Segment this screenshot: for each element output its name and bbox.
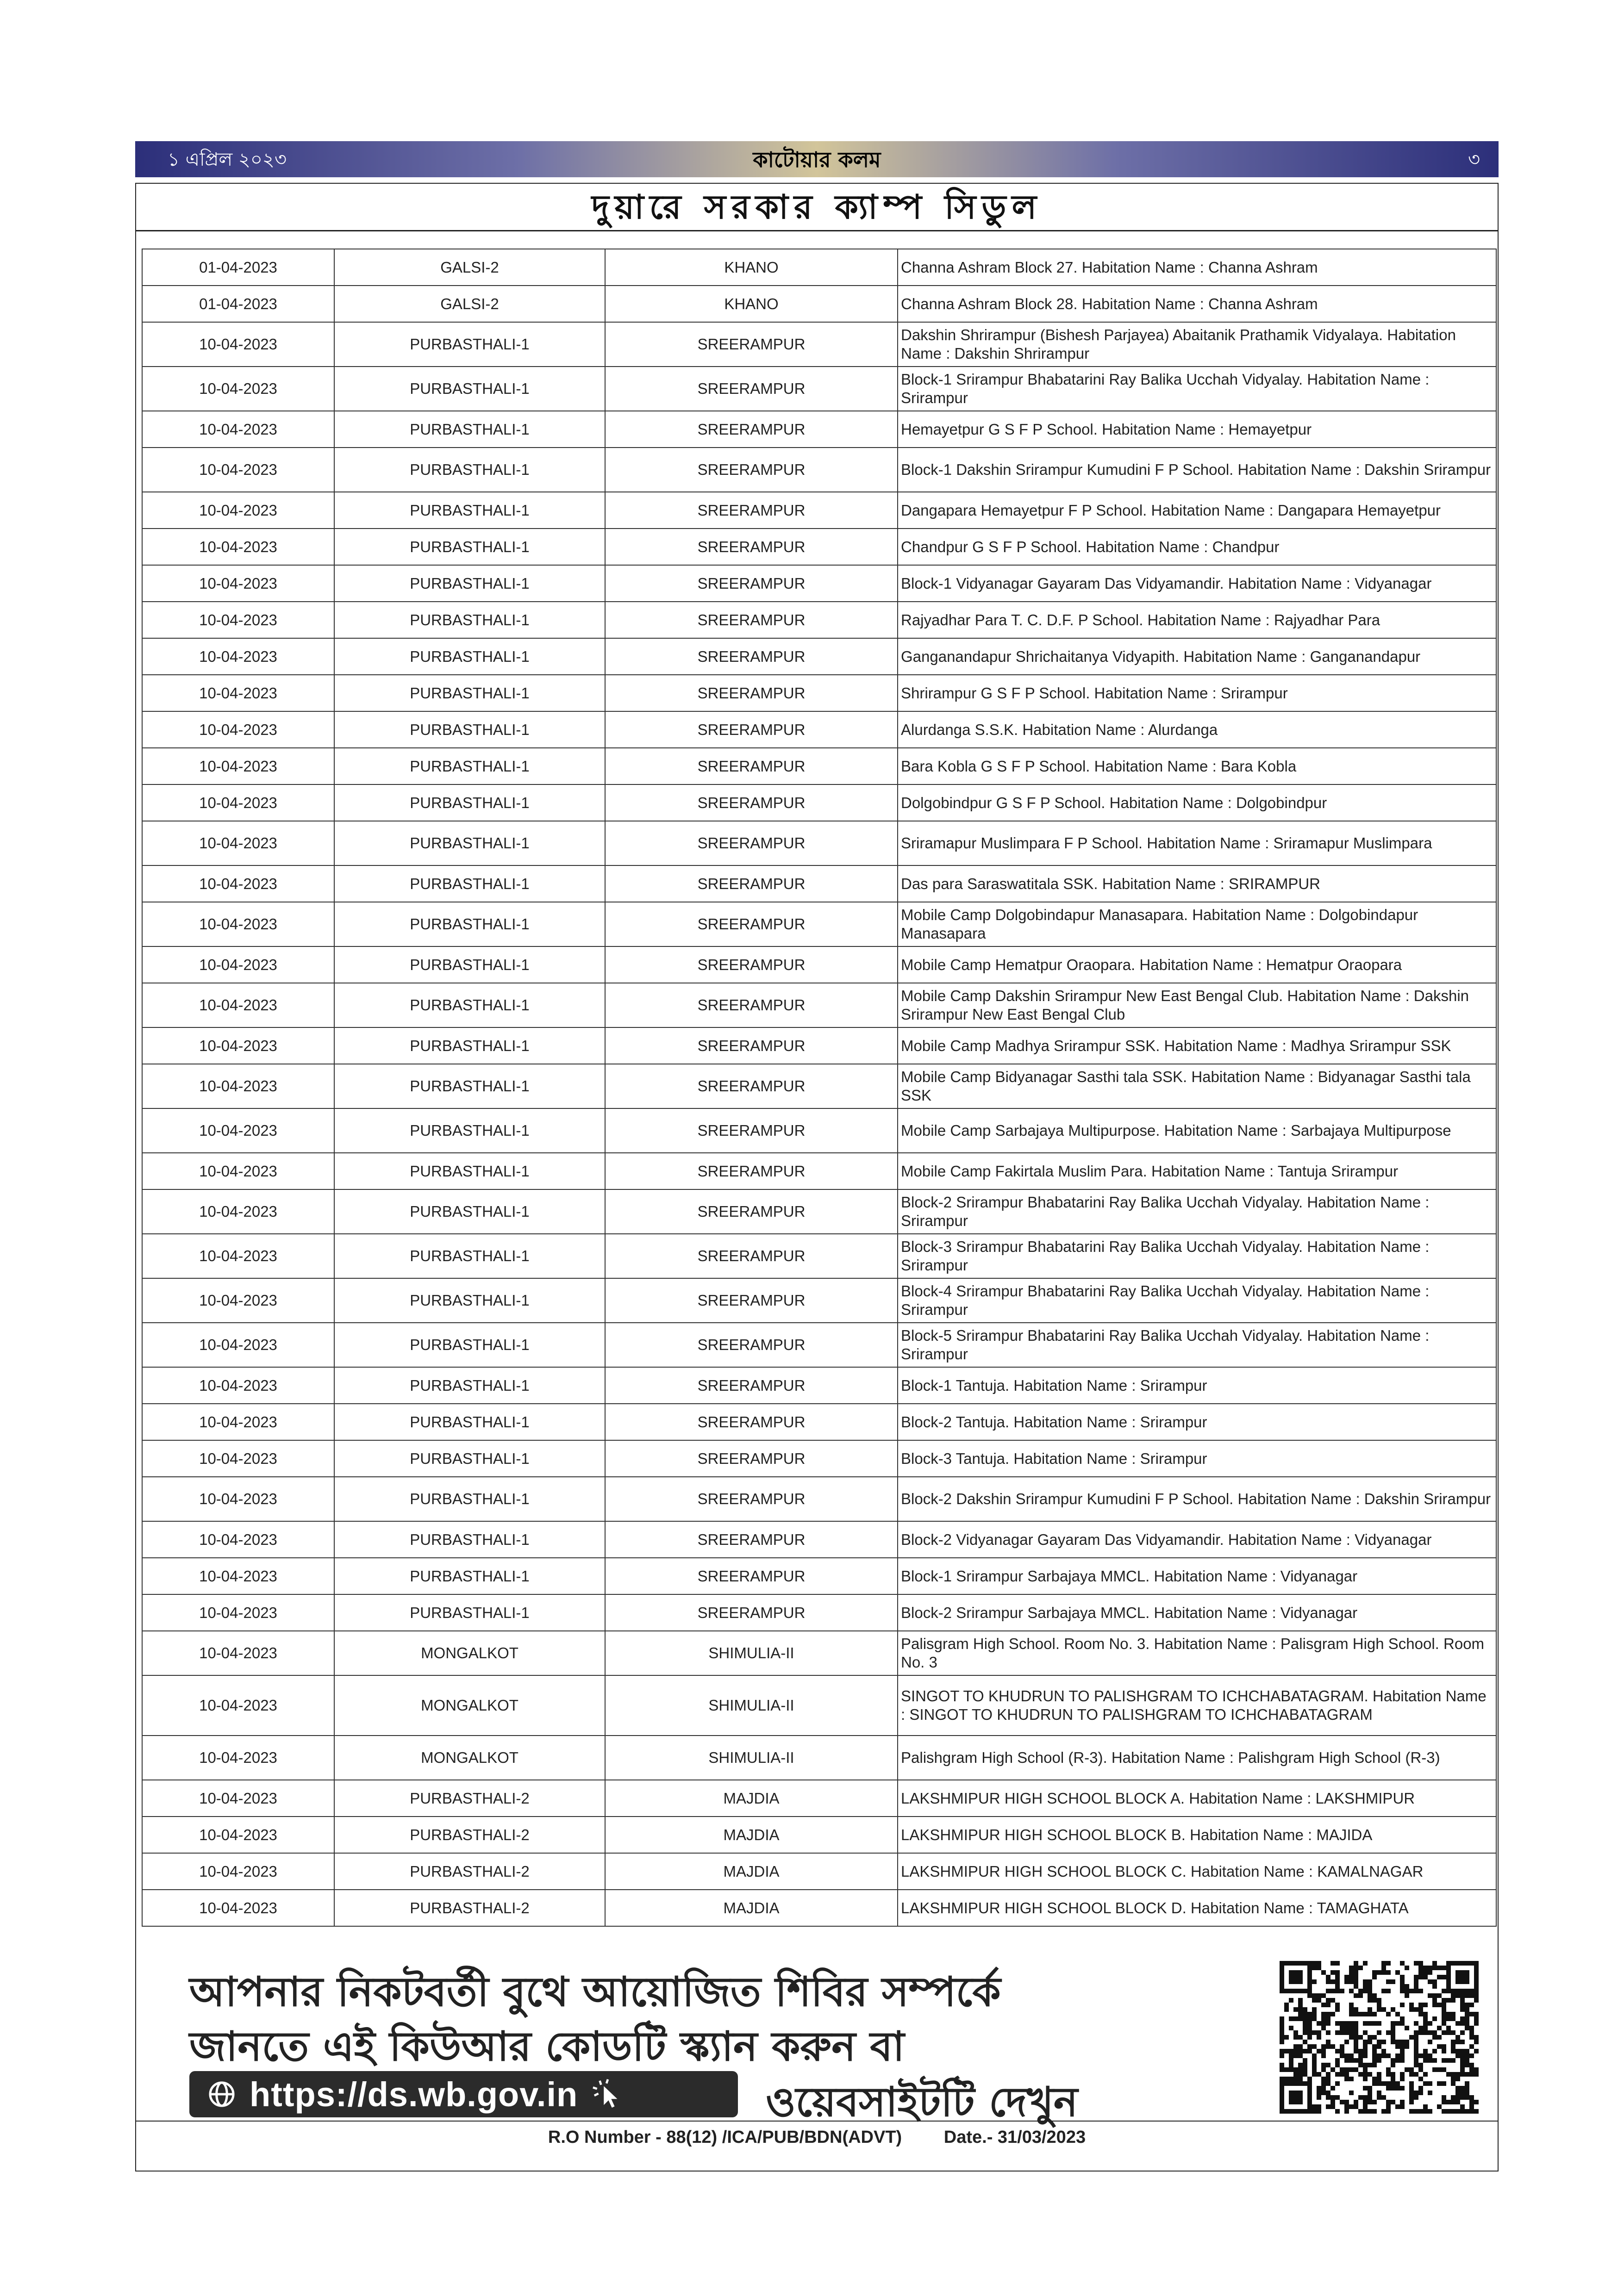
block-name: PURBASTHALI-1 [334,1190,605,1233]
gp-name: SREERAMPUR [605,602,897,638]
camp-venue: Block-4 Srirampur Bhabatarini Ray Balika Ucchah Vidyalay. Habitation Name : Srirampur [897,1279,1497,1322]
table-row [142,1558,1497,1595]
table-row [142,1676,1497,1736]
gp-name: SREERAMPUR [605,675,897,711]
table-row [142,249,1497,286]
camp-date: 10-04-2023 [142,1477,334,1521]
globe-icon [208,2080,236,2108]
camp-date: 10-04-2023 [142,1441,334,1476]
camp-date: 10-04-2023 [142,1153,334,1189]
table-row [142,947,1497,983]
block-name: PURBASTHALI-1 [334,492,605,528]
camp-venue: Block-1 Srirampur Bhabatarini Ray Balika Ucchah Vidyalay. Habitation Name : Srirampur [897,367,1497,411]
issue-date: ১ এপ্রিল ২০২৩ [168,149,287,170]
camp-venue: Block-2 Srirampur Bhabatarini Ray Balika Ucchah Vidyalay. Habitation Name : Srirampur [897,1190,1497,1233]
gp-name: SREERAMPUR [605,712,897,747]
table-row [142,983,1497,1028]
gp-name: SREERAMPUR [605,323,897,366]
table-row [142,675,1497,712]
gp-name: MAJDIA [605,1854,897,1889]
gp-name: SREERAMPUR [605,1441,897,1476]
table-row [142,1404,1497,1441]
camp-date: 10-04-2023 [142,1279,334,1322]
table-row [142,323,1497,367]
camp-date: 10-04-2023 [142,1234,334,1278]
gp-name: SREERAMPUR [605,639,897,674]
gp-name: SREERAMPUR [605,866,897,902]
table-row [142,1109,1497,1153]
camp-date: 10-04-2023 [142,1190,334,1233]
gp-name: SHIMULIA-II [605,1736,897,1780]
block-name: PURBASTHALI-1 [334,1441,605,1476]
table-row [142,866,1497,902]
camp-venue: Mobile Camp Dakshin Srirampur New East Bengal Club. Habitation Name : Dakshin Srirampur New East Bengal Club [897,983,1497,1027]
block-name: PURBASTHALI-1 [334,675,605,711]
camp-venue: Dolgobindpur G S F P School. Habitation Name : Dolgobindpur [897,785,1497,821]
table-row [142,286,1497,323]
table-row [142,1595,1497,1631]
gp-name: SREERAMPUR [605,902,897,946]
block-name: PURBASTHALI-1 [334,566,605,601]
block-name: PURBASTHALI-2 [334,1780,605,1816]
camp-date: 10-04-2023 [142,411,334,447]
camp-venue: Alurdanga S.S.K. Habitation Name : Alurdanga [897,712,1497,747]
camp-venue: LAKSHMIPUR HIGH SCHOOL BLOCK A. Habitation Name : LAKSHMIPUR [897,1780,1497,1816]
camp-venue: Block-2 Vidyanagar Gayaram Das Vidyamandir. Habitation Name : Vidyanagar [897,1522,1497,1557]
table-row [142,566,1497,602]
gp-name: SREERAMPUR [605,1109,897,1152]
gp-name: SREERAMPUR [605,529,897,565]
camp-date: 10-04-2023 [142,1109,334,1152]
camp-date: 10-04-2023 [142,1028,334,1064]
camp-venue: Palishgram High School (R-3). Habitation Name : Palishgram High School (R-3) [897,1736,1497,1780]
footer-divider [136,2121,1498,2122]
block-name: PURBASTHALI-2 [334,1817,605,1853]
block-name: PURBASTHALI-1 [334,983,605,1027]
gp-name: SHIMULIA-II [605,1676,897,1735]
block-name: PURBASTHALI-1 [334,1279,605,1322]
gp-name: SREERAMPUR [605,1279,897,1322]
gp-name: SREERAMPUR [605,1477,897,1521]
camp-venue: Ganganandapur Shrichaitanya Vidyapith. Habitation Name : Ganganandapur [897,639,1497,674]
camp-venue: Block-1 Dakshin Srirampur Kumudini F P School. Habitation Name : Dakshin Srirampur [897,448,1497,492]
page-title: দুয়ারে সরকার ক্যাম্প সিডুল [136,184,1498,231]
camp-date: 10-04-2023 [142,492,334,528]
camp-date: 10-04-2023 [142,1780,334,1816]
camp-date: 10-04-2023 [142,602,334,638]
block-name: PURBASTHALI-1 [334,1234,605,1278]
table-row [142,1190,1497,1234]
table-row [142,1064,1497,1109]
promo-line-1: আপনার নিকটবর্তী বুথে আয়োজিত শিবির সম্পর্কে [189,1968,1001,2016]
camp-venue: Bara Kobla G S F P School. Habitation Name : Bara Kobla [897,748,1497,784]
camp-date: 10-04-2023 [142,748,334,784]
camp-date: 10-04-2023 [142,1595,334,1630]
gp-name: SREERAMPUR [605,448,897,492]
table-row [142,1234,1497,1279]
gp-name: SREERAMPUR [605,983,897,1027]
table-row [142,1736,1497,1780]
gp-name: SREERAMPUR [605,1190,897,1233]
block-name: PURBASTHALI-1 [334,323,605,366]
block-name: PURBASTHALI-1 [334,947,605,983]
gp-name: SREERAMPUR [605,748,897,784]
camp-venue: Block-3 Tantuja. Habitation Name : Srirampur [897,1441,1497,1476]
camp-venue: Mobile Camp Bidyanagar Sasthi tala SSK. Habitation Name : Bidyanagar Sasthi tala SSK [897,1064,1497,1108]
gp-name: SREERAMPUR [605,1368,897,1403]
camp-date: 10-04-2023 [142,1404,334,1440]
gp-name: SREERAMPUR [605,1234,897,1278]
gp-name: SHIMULIA-II [605,1631,897,1675]
gp-name: SREERAMPUR [605,367,897,411]
camp-date: 10-04-2023 [142,983,334,1027]
camp-venue: Block-2 Srirampur Sarbajaya MMCL. Habitation Name : Vidyanagar [897,1595,1497,1630]
camp-date: 10-04-2023 [142,1854,334,1889]
block-name: MONGALKOT [334,1736,605,1780]
camp-date: 10-04-2023 [142,367,334,411]
block-name: PURBASTHALI-1 [334,866,605,902]
camp-venue: SINGOT TO KHUDRUN TO PALISHGRAM TO ICHCHABATAGRAM. Habitation Name : SINGOT TO KHUDRUN TO PALISHGRAM TO ICHCHABATAGRAM [897,1676,1497,1735]
promo-website-text: ওয়েবসাইটটি দেখুন [766,2078,1078,2126]
camp-venue: Channa Ashram Block 28. Habitation Name : Channa Ashram [897,286,1497,322]
camp-venue: Channa Ashram Block 27. Habitation Name : Channa Ashram [897,249,1497,285]
table-row [142,1441,1497,1477]
camp-venue: Mobile Camp Fakirtala Muslim Para. Habitation Name : Tantuja Srirampur [897,1153,1497,1189]
camp-venue: Mobile Camp Dolgobindapur Manasapara. Habitation Name : Dolgobindapur Manasapara [897,902,1497,946]
table-row [142,1631,1497,1676]
block-name: GALSI-2 [334,249,605,285]
gp-name: SREERAMPUR [605,1404,897,1440]
camp-venue: Block-2 Dakshin Srirampur Kumudini F P School. Habitation Name : Dakshin Srirampur [897,1477,1497,1521]
table-row [142,1854,1497,1890]
table-row [142,411,1497,448]
table-row [142,529,1497,566]
table-row [142,785,1497,821]
block-name: PURBASTHALI-1 [334,639,605,674]
gp-name: KHANO [605,249,897,285]
gp-name: SREERAMPUR [605,1064,897,1108]
gp-name: SREERAMPUR [605,411,897,447]
block-name: PURBASTHALI-1 [334,1595,605,1630]
table-row [142,1279,1497,1323]
camp-date: 10-04-2023 [142,1736,334,1780]
camp-date: 10-04-2023 [142,1323,334,1367]
page-number: ৩ [1468,149,1480,170]
camp-venue: Das para Saraswatitala SSK. Habitation Name : SRIRAMPUR [897,866,1497,902]
table-row [142,712,1497,748]
footer [136,2128,1498,2147]
camp-venue: LAKSHMIPUR HIGH SCHOOL BLOCK C. Habitation Name : KAMALNAGAR [897,1854,1497,1889]
camp-date: 10-04-2023 [142,1368,334,1403]
gp-name: SREERAMPUR [605,1595,897,1630]
camp-date: 10-04-2023 [142,947,334,983]
gp-name: SREERAMPUR [605,1153,897,1189]
camp-venue: Block-1 Vidyanagar Gayaram Das Vidyamandir. Habitation Name : Vidyanagar [897,566,1497,601]
camp-date: 01-04-2023 [142,249,334,285]
table-row [142,1477,1497,1522]
camp-venue: Rajyadhar Para T. C. D.F. P School. Habitation Name : Rajyadhar Para [897,602,1497,638]
table-row [142,1153,1497,1190]
camp-date: 10-04-2023 [142,785,334,821]
camp-date: 10-04-2023 [142,866,334,902]
block-name: PURBASTHALI-1 [334,602,605,638]
block-name: PURBASTHALI-1 [334,748,605,784]
camp-date: 10-04-2023 [142,1558,334,1594]
camp-date: 10-04-2023 [142,566,334,601]
camp-date: 10-04-2023 [142,1890,334,1926]
newspaper-name: কাটোয়ার কলম [753,147,881,172]
table-row [142,639,1497,675]
camp-date: 10-04-2023 [142,1522,334,1557]
qr-promo [136,1952,1498,2126]
ro-number: R.O Number - 88(12) /ICA/PUB/BDN(ADVT) [548,2128,902,2147]
camp-venue: Chandpur G S F P School. Habitation Name : Chandpur [897,529,1497,565]
camp-date: 10-04-2023 [142,448,334,492]
camp-date: 10-04-2023 [142,675,334,711]
block-name: PURBASTHALI-1 [334,448,605,492]
block-name: MONGALKOT [334,1631,605,1675]
block-name: PURBASTHALI-1 [334,902,605,946]
table-row [142,1780,1497,1817]
promo-line-2: জানতে এই কিউআর কোডটি স্ক্যান করুন বা [189,2022,905,2070]
camp-venue: Block-5 Srirampur Bhabatarini Ray Balika Ucchah Vidyalay. Habitation Name : Srirampur [897,1323,1497,1367]
gp-name: SREERAMPUR [605,785,897,821]
camp-venue: Mobile Camp Madhya Srirampur SSK. Habitation Name : Madhya Srirampur SSK [897,1028,1497,1064]
block-name: PURBASTHALI-1 [334,1522,605,1557]
gp-name: MAJDIA [605,1817,897,1853]
gp-name: KHANO [605,286,897,322]
camp-venue: Shrirampur G S F P School. Habitation Name : Srirampur [897,675,1497,711]
camp-date: 10-04-2023 [142,902,334,946]
block-name: PURBASTHALI-1 [334,1109,605,1152]
camp-schedule-table [142,249,1497,1927]
ro-date: Date.- 31/03/2023 [943,2128,1086,2147]
gp-name: SREERAMPUR [605,1323,897,1367]
gp-name: SREERAMPUR [605,1028,897,1064]
block-name: PURBASTHALI-1 [334,367,605,411]
advert-box [135,183,1499,2172]
table-row [142,748,1497,785]
pointer-click-icon [592,2078,624,2110]
camp-venue: Dangapara Hemayetpur F P School. Habitation Name : Dangapara Hemayetpur [897,492,1497,528]
camp-venue: LAKSHMIPUR HIGH SCHOOL BLOCK D. Habitation Name : TAMAGHATA [897,1890,1497,1926]
gp-name: SREERAMPUR [605,821,897,865]
table-row [142,1323,1497,1368]
gp-name: SREERAMPUR [605,1558,897,1594]
block-name: PURBASTHALI-1 [334,529,605,565]
block-name: PURBASTHALI-1 [334,785,605,821]
camp-venue: Palisgram High School. Room No. 3. Habitation Name : Palisgram High School. Room No. 3 [897,1631,1497,1675]
gp-name: SREERAMPUR [605,566,897,601]
table-row [142,1817,1497,1854]
block-name: PURBASTHALI-2 [334,1854,605,1889]
gp-name: MAJDIA [605,1780,897,1816]
camp-venue: Mobile Camp Hematpur Oraopara. Habitation Name : Hematpur Oraopara [897,947,1497,983]
camp-venue: Block-1 Tantuja. Habitation Name : Srirampur [897,1368,1497,1403]
block-name: PURBASTHALI-1 [334,1404,605,1440]
block-name: PURBASTHALI-1 [334,1323,605,1367]
gp-name: MAJDIA [605,1890,897,1926]
block-name: MONGALKOT [334,1676,605,1735]
camp-date: 10-04-2023 [142,1676,334,1735]
table-row [142,602,1497,639]
camp-venue: Sriramapur Muslimpara F P School. Habitation Name : Sriramapur Muslimpara [897,821,1497,865]
camp-venue: Dakshin Shrirampur (Bishesh Parjayea) Abaitanik Prathamik Vidyalaya. Habitation Name : Dakshin Shrirampur [897,323,1497,366]
gp-name: SREERAMPUR [605,947,897,983]
camp-venue: Block-2 Tantuja. Habitation Name : Srirampur [897,1404,1497,1440]
table-row [142,367,1497,411]
masthead [135,141,1499,177]
qr-code[interactable] [1280,1961,1479,2114]
block-name: GALSI-2 [334,286,605,322]
block-name: PURBASTHALI-1 [334,1477,605,1521]
website-url: https://ds.wb.gov.in [250,2075,578,2114]
table-row [142,492,1497,529]
table-row [142,448,1497,492]
camp-date: 10-04-2023 [142,1064,334,1108]
block-name: PURBASTHALI-1 [334,411,605,447]
block-name: PURBASTHALI-1 [334,1028,605,1064]
block-name: PURBASTHALI-1 [334,712,605,747]
page-frame [135,141,1499,2171]
block-name: PURBASTHALI-2 [334,1890,605,1926]
camp-date: 10-04-2023 [142,323,334,366]
camp-venue: Block-3 Srirampur Bhabatarini Ray Balika Ucchah Vidyalay. Habitation Name : Srirampur [897,1234,1497,1278]
block-name: PURBASTHALI-1 [334,821,605,865]
table-row [142,821,1497,866]
table-row [142,1028,1497,1064]
camp-date: 10-04-2023 [142,712,334,747]
camp-venue: Block-1 Srirampur Sarbajaya MMCL. Habitation Name : Vidyanagar [897,1558,1497,1594]
website-link[interactable] [189,2071,738,2117]
gp-name: SREERAMPUR [605,1522,897,1557]
table-row [142,1890,1497,1927]
camp-date: 10-04-2023 [142,639,334,674]
camp-date: 10-04-2023 [142,1817,334,1853]
camp-date: 10-04-2023 [142,821,334,865]
camp-venue: Mobile Camp Sarbajaya Multipurpose. Habitation Name : Sarbajaya Multipurpose [897,1109,1497,1152]
camp-date: 01-04-2023 [142,286,334,322]
block-name: PURBASTHALI-1 [334,1558,605,1594]
camp-date: 10-04-2023 [142,529,334,565]
table-row [142,1368,1497,1404]
block-name: PURBASTHALI-1 [334,1368,605,1403]
table-row [142,902,1497,947]
gp-name: SREERAMPUR [605,492,897,528]
camp-venue: Hemayetpur G S F P School. Habitation Name : Hemayetpur [897,411,1497,447]
block-name: PURBASTHALI-1 [334,1153,605,1189]
camp-date: 10-04-2023 [142,1631,334,1675]
camp-venue: LAKSHMIPUR HIGH SCHOOL BLOCK B. Habitation Name : MAJIDA [897,1817,1497,1853]
block-name: PURBASTHALI-1 [334,1064,605,1108]
table-row [142,1522,1497,1558]
